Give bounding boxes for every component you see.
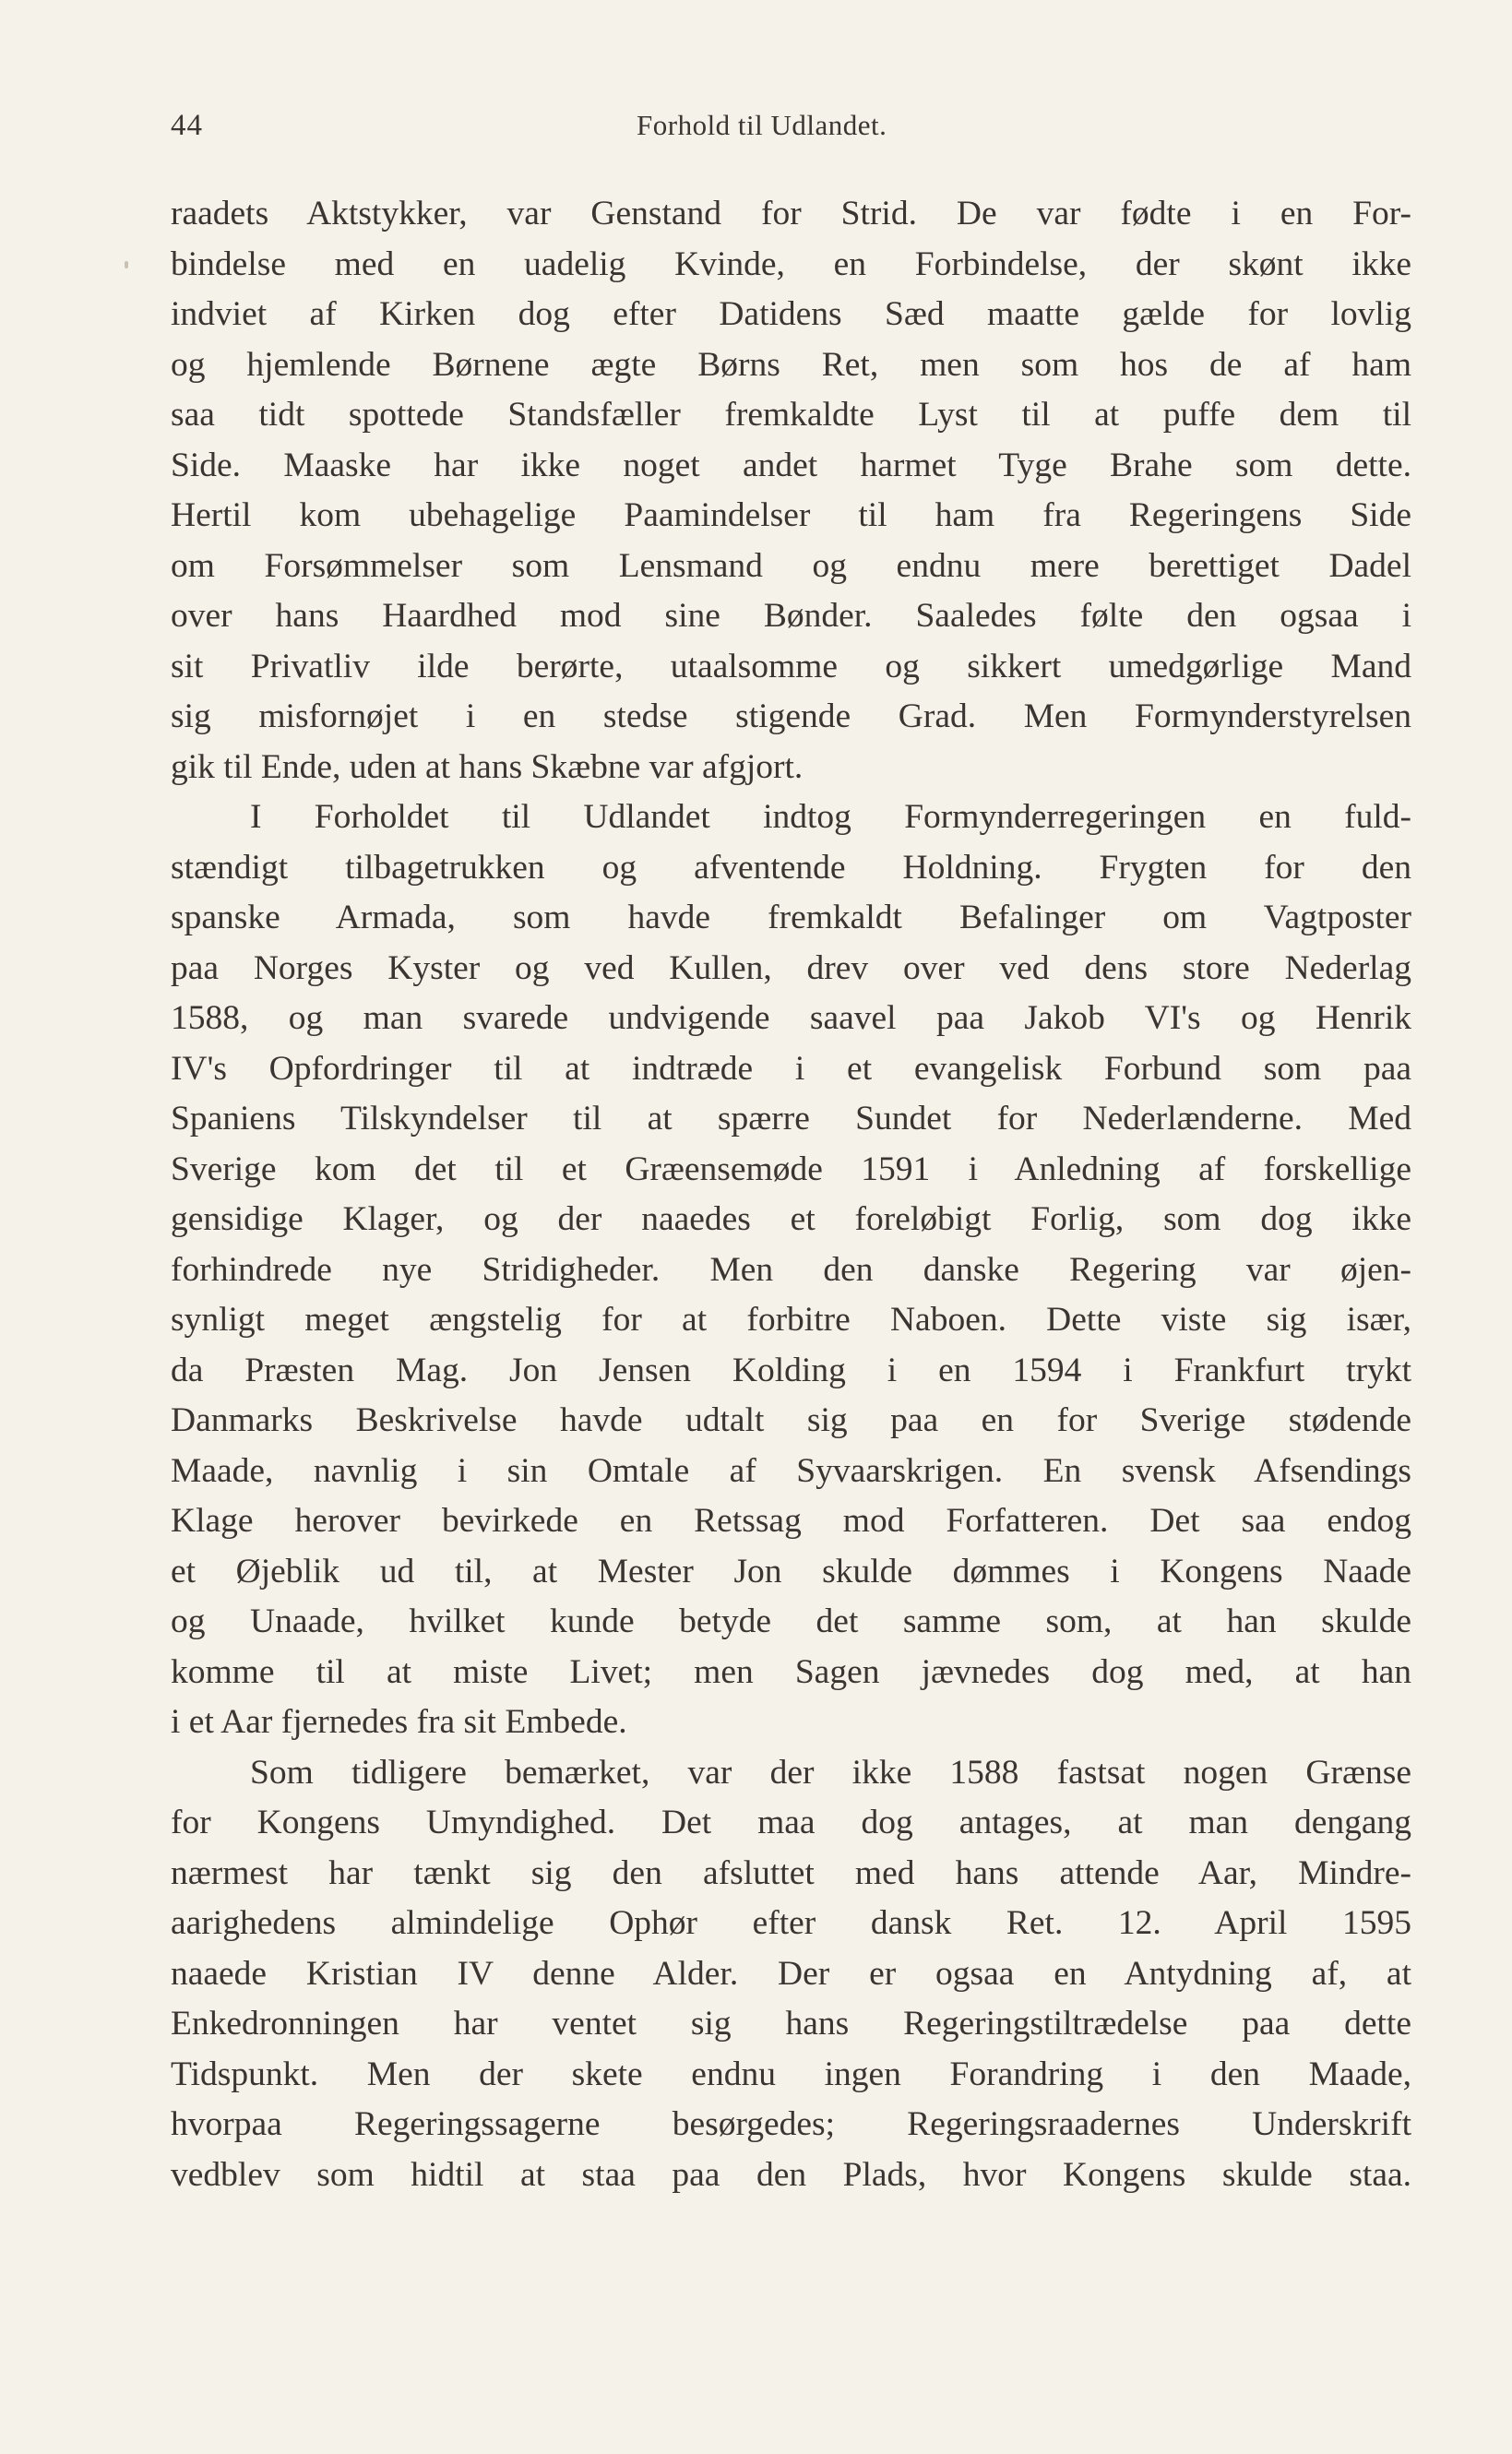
text-line: over hans Haardhed mod sine Bønder. Saaledes følte den ogsaa i bbox=[171, 597, 1411, 635]
text-line: for Kongens Umyndighed. Det maa dog antages, at man dengang bbox=[171, 1804, 1411, 1841]
text-line: et Øjeblik ud til, at Mester Jon skulde dømmes i Kongens Naade bbox=[171, 1552, 1411, 1590]
text-line: indviet af Kirken dog efter Datidens Sæd maatte gælde for lovlig bbox=[171, 295, 1411, 333]
paragraph-2 bbox=[171, 792, 1411, 1748]
text-line: da Præsten Mag. Jon Jensen Kolding i en 1594 i Frankfurt trykt bbox=[171, 1351, 1411, 1389]
text-line: sig misfornøjet i en stedse stigende Grad. Men Formynderstyrelsen bbox=[171, 697, 1411, 735]
text-line: paa Norges Kyster og ved Kullen, drev over ved dens store Nederlag bbox=[171, 948, 1411, 987]
text-line: og Unaade, hvilket kunde betyde det samme som, at han skulde bbox=[171, 1602, 1411, 1640]
text-line: Spaniens Tilskyndelser til at spærre Sundet for Nederlænderne. Med bbox=[171, 1100, 1411, 1138]
margin-speck bbox=[125, 261, 128, 268]
text-line: IV's Opfordringer til at indtræde i et evangelisk Forbund som paa bbox=[171, 1049, 1411, 1088]
body-text bbox=[171, 189, 1411, 2200]
text-line: Maade, navnlig i sin Omtale af Syvaarskrigen. En svensk Afsendings bbox=[171, 1451, 1411, 1490]
text-line: Klage herover bevirkede en Retssag mod Forfatteren. Det saa endog bbox=[171, 1502, 1411, 1540]
text-line: synligt meget ængstelig for at forbitre Naboen. Dette viste sig især, bbox=[171, 1301, 1411, 1339]
text-line: Tidspunkt. Men der skete endnu ingen Forandring i den Maade, bbox=[171, 2055, 1411, 2093]
text-line: stændigt tilbagetrukken og afventende Holdning. Frygten for den bbox=[171, 848, 1411, 887]
text-line: og hjemlende Børnene ægte Børns Ret, men som hos de af ham bbox=[171, 345, 1411, 384]
page-number: 44 bbox=[171, 109, 203, 142]
text-line: vedblev som hidtil at staa paa den Plads, hvor Kongens skulde staa. bbox=[171, 2155, 1411, 2194]
text-line: saa tidt spottede Standsfæller fremkaldte Lyst til at puffe dem til bbox=[171, 396, 1411, 434]
text-line: Danmarks Beskrivelse havde udtalt sig paa en for Sverige stødende bbox=[171, 1401, 1411, 1439]
text-line: bindelse med en uadelig Kvinde, en Forbindelse, der skønt ikke bbox=[171, 244, 1411, 283]
paragraph-3 bbox=[171, 1748, 1411, 2201]
text-line: i et Aar fjernedes fra sit Embede. bbox=[171, 1703, 627, 1741]
text-line: hvorpaa Regeringssagerne besørgedes; Regeringsraadernes Underskrift bbox=[171, 2105, 1411, 2143]
text-line: Side. Maaske har ikke noget andet harmet Tyge Brahe som dette. bbox=[171, 446, 1411, 484]
text-line: I Forholdet til Udlandet indtog Formynderregeringen en fuld- bbox=[250, 798, 1411, 836]
text-line: gik til Ende, uden at hans Skæbne var afgjort. bbox=[171, 747, 804, 786]
text-line: Enkedronningen har ventet sig hans Regeringstiltrædelse paa dette bbox=[171, 2005, 1411, 2043]
text-line: om Forsømmelser som Lensmand og endnu mere berettiget Dadel bbox=[171, 546, 1411, 585]
text-line: gensidige Klager, og der naaedes et foreløbigt Forlig, som dog ikke bbox=[171, 1200, 1411, 1238]
text-line: naaede Kristian IV denne Alder. Der er ogsaa en Antydning af, at bbox=[171, 1954, 1411, 1993]
text-line: 1588, og man svarede undvigende saavel paa Jakob VI's og Henrik bbox=[171, 999, 1411, 1037]
text-line: Hertil kom ubehagelige Paamindelser til ham fra Regeringens Side bbox=[171, 496, 1411, 534]
page-header bbox=[171, 103, 1411, 159]
text-line: Som tidligere bemærket, var der ikke 1588 fastsat nogen Grænse bbox=[250, 1753, 1411, 1792]
text-line: komme til at miste Livet; men Sagen jævnedes dog med, at han bbox=[171, 1652, 1411, 1691]
text-line: nærmest har tænkt sig den afsluttet med hans attende Aar, Mindre- bbox=[171, 1853, 1411, 1892]
running-title: Forhold til Udlandet. bbox=[637, 109, 887, 141]
text-line: aarighedens almindelige Ophør efter dansk Ret. 12. April 1595 bbox=[171, 1904, 1411, 1942]
text-line: raadets Aktstykker, var Genstand for Strid. De var fødte i en For- bbox=[171, 195, 1411, 232]
text-line: Sverige kom det til et Græensemøde 1591 i Anledning af forskellige bbox=[171, 1150, 1411, 1188]
text-line: spanske Armada, som havde fremkaldt Befalinger om Vagtposter bbox=[171, 899, 1411, 936]
text-line: forhindrede nye Stridigheder. Men den danske Regering var øjen- bbox=[171, 1250, 1411, 1289]
paragraph-1 bbox=[171, 189, 1411, 792]
text-line: sit Privatliv ilde berørte, utaalsomme og sikkert umedgørlige Mand bbox=[171, 647, 1411, 685]
